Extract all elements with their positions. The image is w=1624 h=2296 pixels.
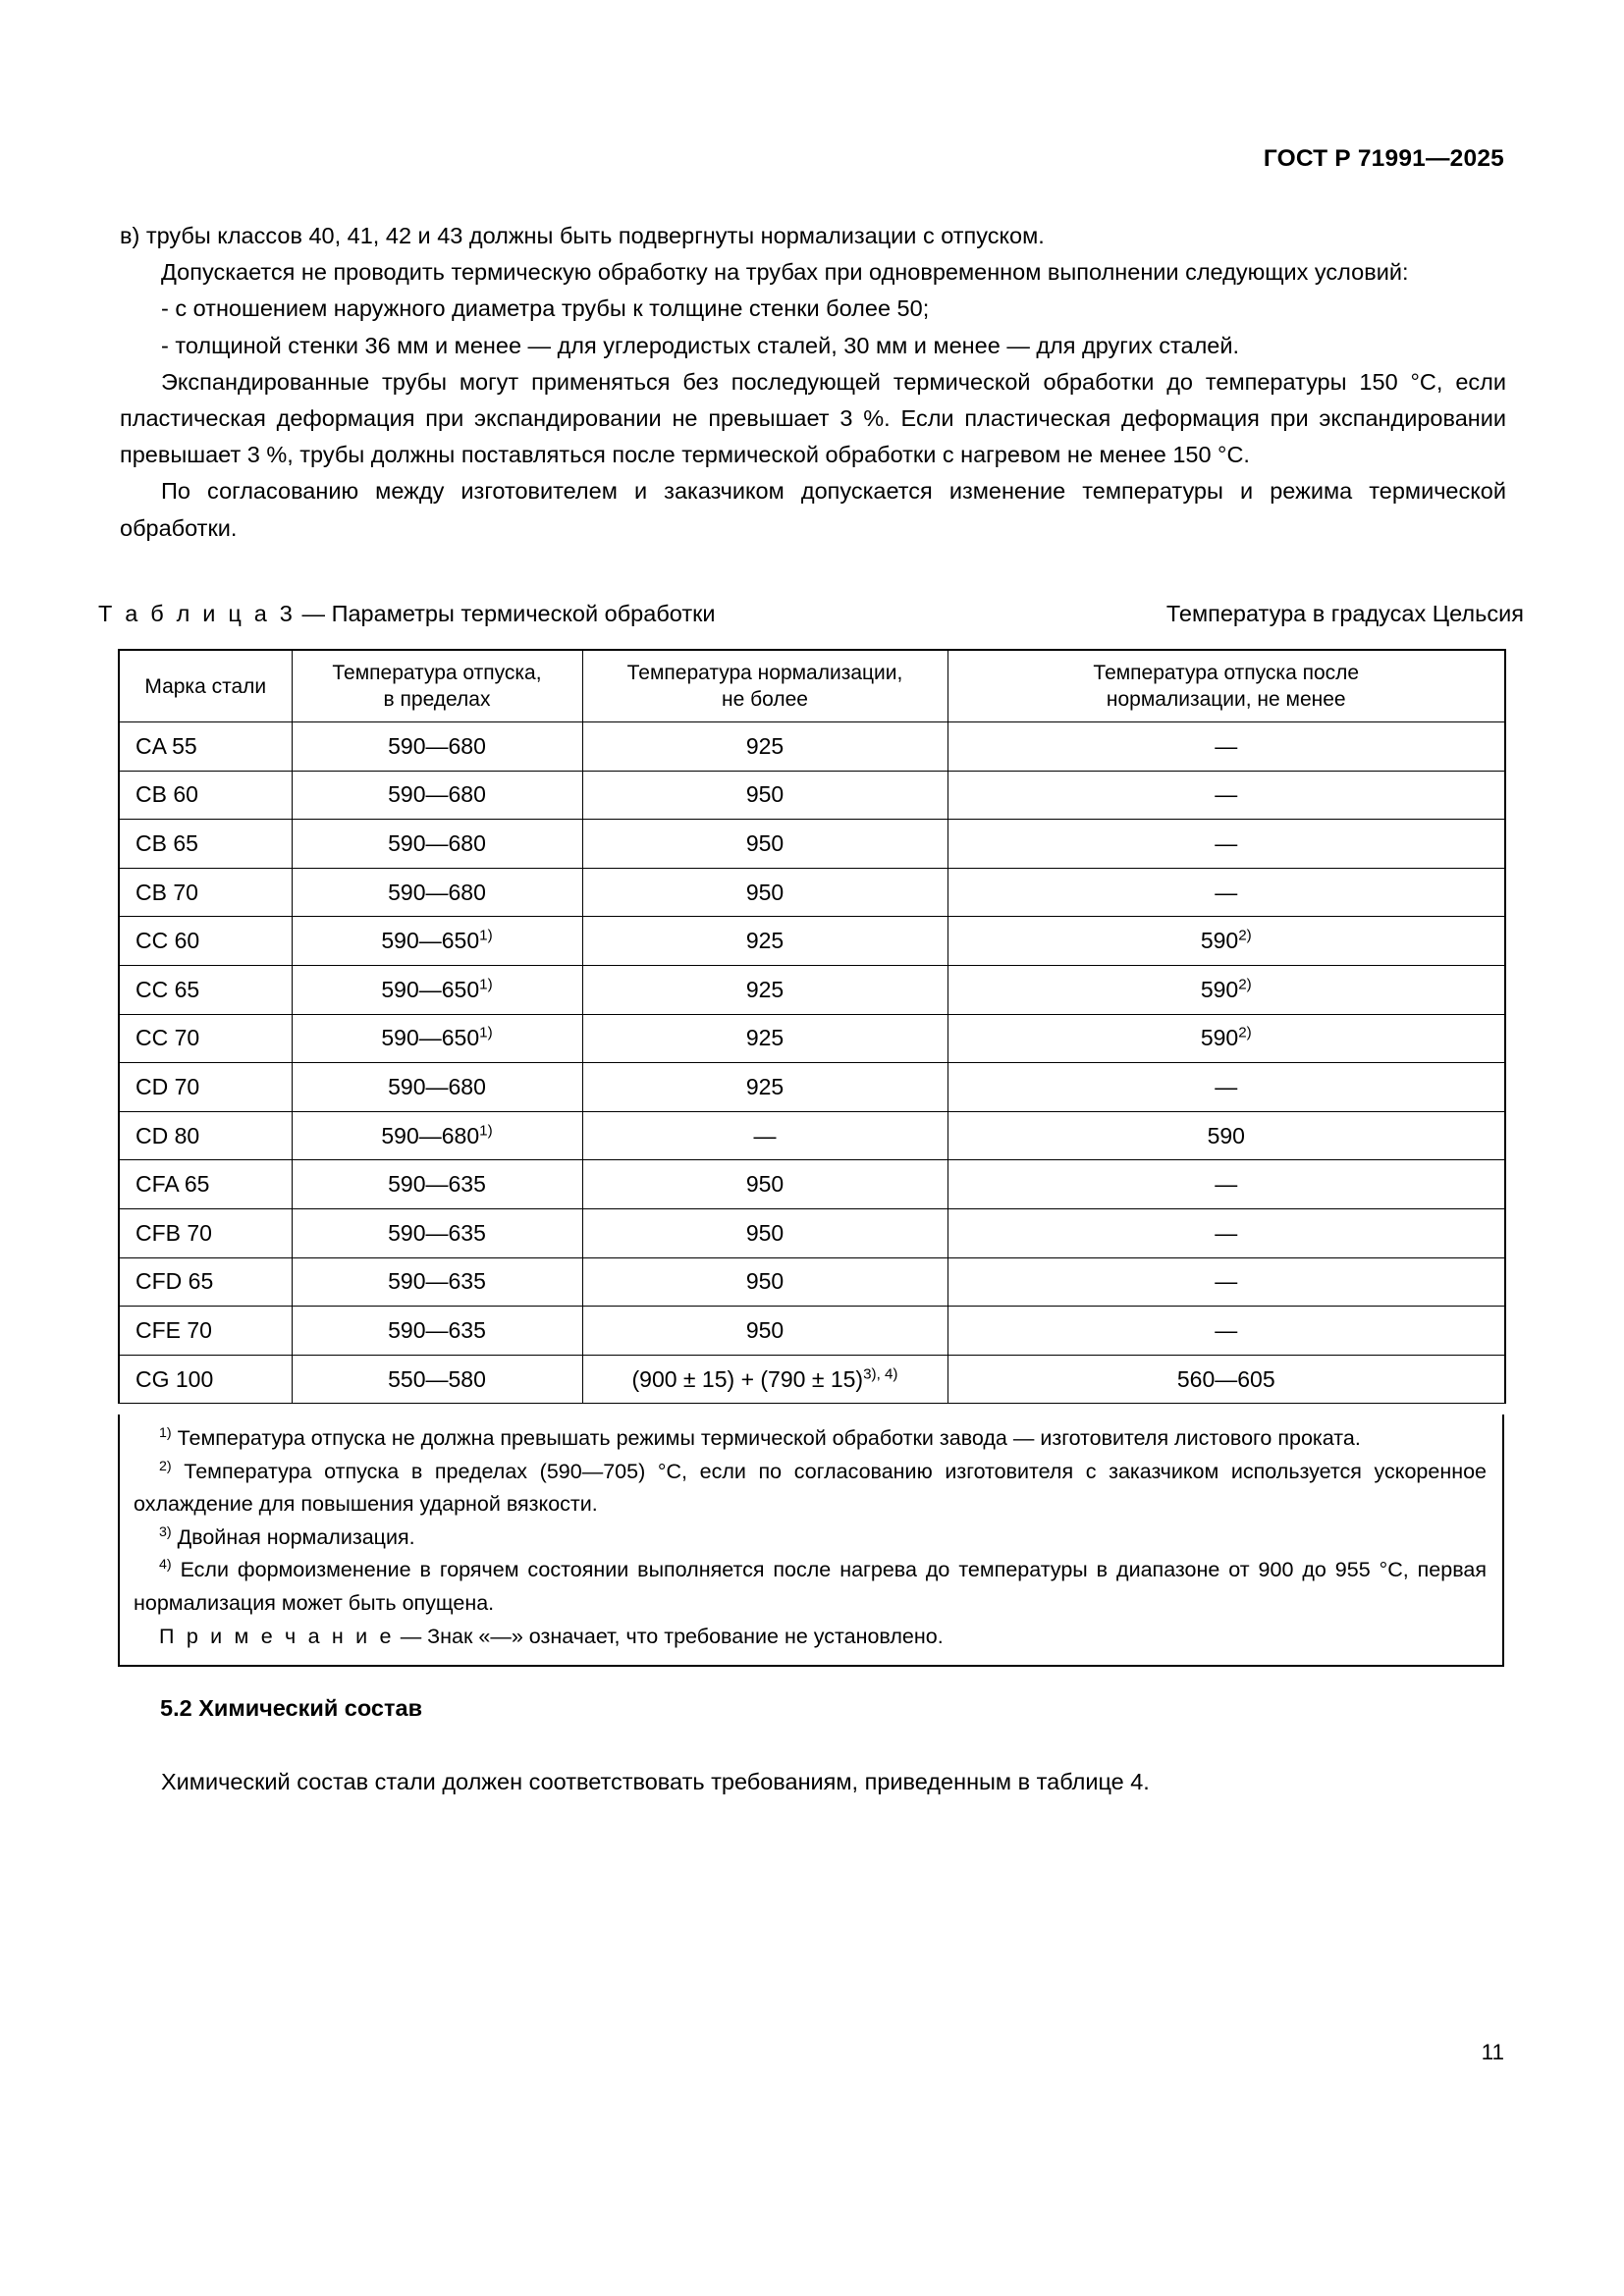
cell-after-normalizing-footnote-marker: 2): [1238, 927, 1252, 944]
paragraph-heat-treatment-exemption: Допускается не проводить термическую обработку на трубах при одновременном выполнении следующих условий:: [161, 259, 1409, 286]
cell-grade-value: CFE 70: [135, 1316, 212, 1343]
cell-after-normalizing: [947, 965, 1505, 1014]
table-note: [134, 1621, 1487, 1654]
table-note-label: П р и м е ч а н и е: [159, 1624, 395, 1648]
table-header-row: [119, 650, 1505, 722]
cell-normalizing-value: 925: [745, 732, 785, 759]
paragraph-agreement-change: По согласованию между изготовителем и заказчиком допускается изменение температуры и режима термической обработки.: [120, 478, 1506, 541]
cell-tempering-value: 550—580: [388, 1365, 486, 1392]
cell-grade: [119, 771, 292, 820]
cell-grade-value: CFA 65: [135, 1171, 210, 1198]
column-header-tempering: [292, 650, 582, 722]
table-row: [119, 1160, 1505, 1209]
cell-tempering: [292, 1014, 582, 1063]
cell-tempering: [292, 1307, 582, 1356]
cell-after-normalizing: [947, 1111, 1505, 1160]
cell-after-normalizing-value: —: [1215, 829, 1238, 856]
cell-tempering: [292, 1160, 582, 1209]
table-footnotes-block: [118, 1415, 1504, 1667]
footnote-4: [134, 1554, 1487, 1620]
cell-normalizing: [582, 1355, 947, 1404]
cell-normalizing-value: 950: [745, 1268, 785, 1295]
cell-grade-value: CB 65: [135, 829, 198, 856]
cell-after-normalizing: [947, 1355, 1505, 1404]
cell-normalizing: [582, 1257, 947, 1307]
table-row: [119, 965, 1505, 1014]
footnote-2: [134, 1456, 1487, 1522]
cell-tempering-value: 590—680: [388, 781, 486, 808]
cell-tempering-value: 590—680: [388, 879, 486, 905]
column-header-tempering-line2: в пределах: [383, 688, 491, 711]
cell-normalizing: [582, 868, 947, 917]
heat-treatment-table-wrapper: [118, 649, 1504, 1404]
cell-grade: [119, 868, 292, 917]
table-caption-title: Параметры термической обработки: [331, 601, 716, 626]
cell-normalizing: [582, 1208, 947, 1257]
table-body: [119, 722, 1505, 1404]
column-header-grade-line1: Марка стали: [144, 674, 267, 698]
cell-after-normalizing: [947, 868, 1505, 917]
column-header-after-normalizing-line2: нормализации, не менее: [1106, 688, 1346, 711]
table-header: [119, 650, 1505, 722]
cell-grade: [119, 917, 292, 966]
body-text-block: [120, 218, 1506, 547]
section-heading-5-2: 5.2 Химический состав: [160, 1695, 423, 1721]
cell-grade: [119, 965, 292, 1014]
cell-normalizing: [582, 1063, 947, 1112]
cell-grade-value: CFB 70: [135, 1219, 212, 1246]
footnote-1-text: Температура отпуска не должна превышать режимы термической обработки завода — изготовителя листового проката.: [177, 1426, 1361, 1450]
cell-tempering-footnote-marker: 1): [479, 976, 493, 993]
cell-normalizing-value: 950: [745, 1316, 785, 1343]
cell-tempering-value: 590—680: [381, 1122, 480, 1148]
cell-grade: [119, 1355, 292, 1404]
cell-normalizing: [582, 1014, 947, 1063]
cell-after-normalizing: [947, 1014, 1505, 1063]
cell-grade-value: CD 70: [135, 1073, 200, 1099]
column-header-tempering-line1: Температура отпуска,: [332, 662, 542, 684]
cell-after-normalizing-value: 590: [1200, 1025, 1239, 1051]
footnote-3-text: Двойная нормализация.: [177, 1524, 415, 1549]
cell-after-normalizing-value: 560—605: [1176, 1365, 1275, 1392]
cell-normalizing-value: 950: [745, 829, 785, 856]
cell-tempering-value: 590—680: [388, 1073, 486, 1099]
cell-after-normalizing: [947, 917, 1505, 966]
cell-after-normalizing: [947, 1307, 1505, 1356]
cell-grade: [119, 1257, 292, 1307]
cell-after-normalizing: [947, 771, 1505, 820]
table-row: [119, 1014, 1505, 1063]
cell-normalizing: [582, 1160, 947, 1209]
cell-after-normalizing-value: —: [1215, 732, 1238, 759]
column-header-normalizing-line1: Температура нормализации,: [626, 662, 903, 684]
cell-tempering-value: 590—635: [388, 1268, 486, 1295]
cell-after-normalizing-value: —: [1215, 1268, 1238, 1295]
footnote-1-marker: 1): [159, 1424, 172, 1441]
cell-grade: [119, 1014, 292, 1063]
table-row: [119, 820, 1505, 869]
cell-grade: [119, 1307, 292, 1356]
cell-grade: [119, 1208, 292, 1257]
cell-tempering: [292, 868, 582, 917]
cell-after-normalizing-footnote-marker: 2): [1238, 1024, 1252, 1041]
cell-after-normalizing-value: —: [1215, 1219, 1238, 1246]
cell-after-normalizing: [947, 1257, 1505, 1307]
table-row: [119, 1307, 1505, 1356]
cell-grade-value: CC 70: [135, 1025, 200, 1051]
footnote-3: [134, 1522, 1487, 1555]
cell-after-normalizing-footnote-marker: 2): [1238, 976, 1252, 993]
cell-grade-value: CC 65: [135, 976, 200, 1002]
paragraph-expanded-pipes: Экспандированные трубы могут применяться без последующей термической обработки до температуры 150 °C, если пластическая деформация при экспандировании не превышает 3 %. Если пластическая деформация при экспандировании превышает 3 %, трубы должны поставляться после термической обработки с нагревом не менее 150 °C.: [120, 368, 1506, 468]
column-header-grade: [119, 650, 292, 722]
cell-normalizing-value: (900 ± 15) + (790 ± 15): [631, 1365, 864, 1392]
heat-treatment-table: [118, 649, 1506, 1404]
cell-tempering-value: 590—635: [388, 1171, 486, 1198]
cell-after-normalizing-value: 590: [1200, 928, 1239, 954]
cell-normalizing-value: 925: [745, 1073, 785, 1099]
cell-tempering-footnote-marker: 1): [479, 1024, 493, 1041]
cell-after-normalizing-value: —: [1215, 879, 1238, 905]
cell-tempering: [292, 820, 582, 869]
cell-tempering-value: 590—635: [388, 1316, 486, 1343]
cell-normalizing-value: 925: [745, 976, 785, 1002]
footnote-2-marker: 2): [159, 1458, 172, 1474]
cell-normalizing: [582, 1111, 947, 1160]
footnote-3-marker: 3): [159, 1523, 172, 1540]
column-header-after-normalizing: [947, 650, 1505, 722]
cell-grade-value: CB 70: [135, 879, 198, 905]
cell-after-normalizing: [947, 1063, 1505, 1112]
table-note-text: — Знак «—» означает, что требование не установлено.: [394, 1624, 944, 1648]
cell-tempering-footnote-marker: 1): [479, 927, 493, 944]
paragraph-condition-diameter-ratio: - с отношением наружного диаметра трубы к толщине стенки более 50;: [161, 295, 930, 322]
table-caption: [98, 601, 716, 627]
cell-normalizing: [582, 1307, 947, 1356]
table-caption-units: Температура в градусах Цельсия: [1165, 601, 1524, 626]
table-caption-dash: —: [296, 601, 332, 626]
cell-grade-value: CB 60: [135, 781, 198, 808]
column-header-normalizing: [582, 650, 947, 722]
cell-after-normalizing-value: —: [1215, 1171, 1238, 1198]
cell-tempering: [292, 1111, 582, 1160]
section-paragraph-5-2: Химический состав стали должен соответствовать требованиям, приведенным в таблице 4.: [161, 1769, 1150, 1794]
table-caption-row: [98, 601, 1524, 627]
cell-grade: [119, 722, 292, 772]
cell-grade: [119, 820, 292, 869]
cell-grade-value: CG 100: [135, 1365, 214, 1392]
cell-after-normalizing: [947, 820, 1505, 869]
cell-after-normalizing-value: —: [1215, 781, 1238, 808]
cell-grade: [119, 1111, 292, 1160]
cell-normalizing: [582, 820, 947, 869]
cell-tempering: [292, 771, 582, 820]
footnote-4-text: Если формоизменение в горячем состоянии выполняется после нагрева до температуры в диапазоне от 900 до 955 °C, первая нормализация может быть опущена.: [134, 1558, 1487, 1615]
cell-after-normalizing: [947, 1160, 1505, 1209]
table-row: [119, 1257, 1505, 1307]
footnote-2-text: Температура отпуска в пределах (590—705) °C, если по согласованию изготовителя с заказчиком используется ускоренное охлаждение для повышения ударной вязкости.: [134, 1459, 1487, 1517]
cell-after-normalizing-value: 590: [1200, 976, 1239, 1002]
cell-after-normalizing-value: —: [1215, 1316, 1238, 1343]
cell-after-normalizing-value: —: [1215, 1073, 1238, 1099]
cell-tempering: [292, 1208, 582, 1257]
cell-tempering-value: 590—680: [388, 829, 486, 856]
cell-grade-value: CFD 65: [135, 1268, 214, 1295]
cell-grade-value: CD 80: [135, 1122, 200, 1148]
table-row: [119, 1063, 1505, 1112]
cell-normalizing-value: —: [753, 1122, 777, 1148]
cell-normalizing-value: 950: [745, 1171, 785, 1198]
table-row: [119, 1355, 1505, 1404]
cell-normalizing: [582, 722, 947, 772]
cell-tempering: [292, 722, 582, 772]
cell-tempering: [292, 1257, 582, 1307]
cell-normalizing-footnote-marker: 3), 4): [863, 1364, 898, 1382]
cell-grade: [119, 1160, 292, 1209]
cell-tempering-value: 590—680: [388, 732, 486, 759]
footnote-4-marker: 4): [159, 1557, 172, 1574]
cell-after-normalizing-value: 590: [1207, 1122, 1245, 1148]
table-row: [119, 1111, 1505, 1160]
cell-normalizing-value: 925: [745, 1025, 785, 1051]
paragraph-item-v: в) трубы классов 40, 41, 42 и 43 должны быть подвергнуты нормализации с отпуском.: [120, 223, 1045, 248]
page-header-standard-ref: ГОСТ Р 71991—2025: [1263, 145, 1504, 172]
paragraph-condition-wall-thickness: - толщиной стенки 36 мм и менее — для углеродистых сталей, 30 мм и менее — для других сталей.: [161, 332, 1240, 358]
footnote-1: [134, 1422, 1487, 1456]
cell-tempering: [292, 917, 582, 966]
cell-after-normalizing: [947, 722, 1505, 772]
cell-normalizing: [582, 965, 947, 1014]
column-header-after-normalizing-line1: Температура отпуска после: [1093, 662, 1360, 684]
table-row: [119, 1208, 1505, 1257]
table-row: [119, 771, 1505, 820]
cell-tempering: [292, 965, 582, 1014]
cell-tempering-footnote-marker: 1): [479, 1121, 493, 1139]
cell-grade-value: CA 55: [135, 732, 197, 759]
cell-tempering-value: 590—650: [381, 928, 480, 954]
table-row: [119, 868, 1505, 917]
cell-normalizing-value: 950: [745, 1219, 785, 1246]
cell-grade-value: CC 60: [135, 928, 200, 954]
table-caption-label: Т а б л и ц а 3: [98, 601, 297, 626]
cell-normalizing: [582, 771, 947, 820]
table-row: [119, 722, 1505, 772]
page-number: 11: [1481, 2040, 1504, 2064]
cell-grade: [119, 1063, 292, 1112]
cell-normalizing-value: 950: [745, 879, 785, 905]
cell-normalizing-value: 950: [745, 781, 785, 808]
cell-tempering-value: 590—650: [381, 976, 480, 1002]
cell-normalizing: [582, 917, 947, 966]
cell-tempering-value: 590—635: [388, 1219, 486, 1246]
column-header-normalizing-line2: не более: [722, 688, 808, 711]
cell-tempering: [292, 1063, 582, 1112]
cell-tempering: [292, 1355, 582, 1404]
cell-normalizing-value: 925: [745, 928, 785, 954]
cell-tempering-value: 590—650: [381, 1025, 480, 1051]
table-row: [119, 917, 1505, 966]
cell-after-normalizing: [947, 1208, 1505, 1257]
